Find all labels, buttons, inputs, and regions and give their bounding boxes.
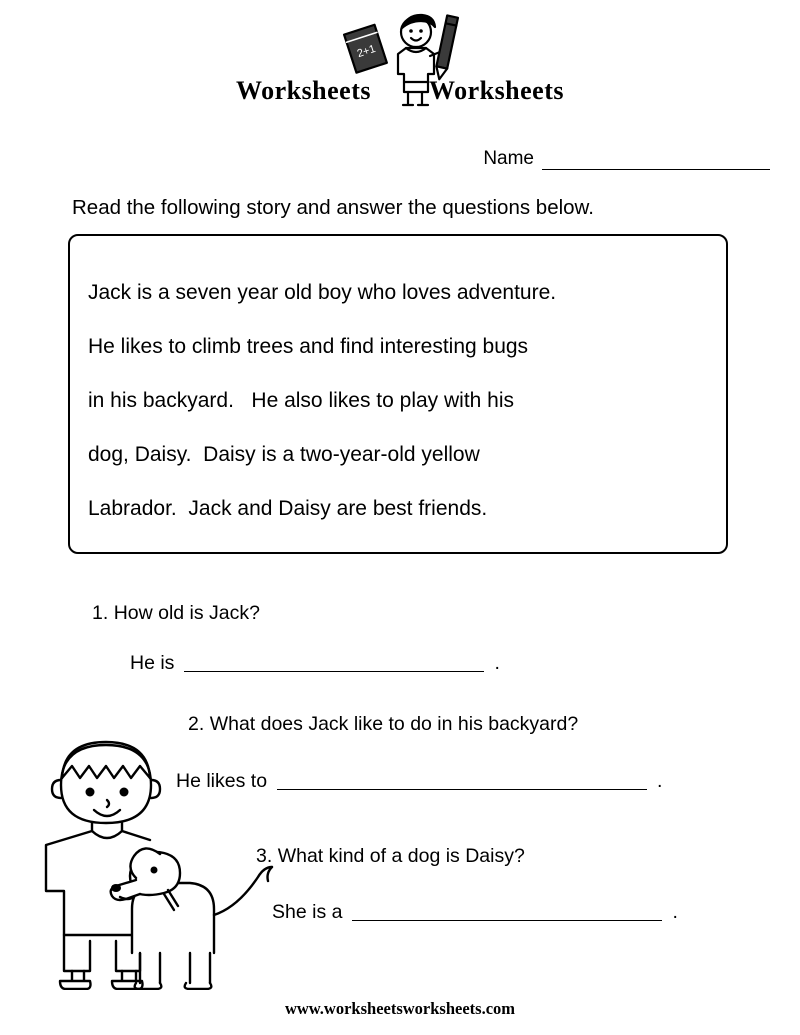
- story-line: Labrador. Jack and Daisy are best friends.: [88, 497, 488, 520]
- boy-and-dog-illustration: [28, 730, 298, 990]
- answer-2-prefix: He likes to: [176, 770, 268, 792]
- story-box: [68, 234, 728, 554]
- question-2-text: What does Jack like to do in his backyard?: [209, 713, 579, 735]
- answer-3-blank[interactable]: [352, 902, 662, 921]
- answer-1-prefix: He is: [130, 652, 175, 674]
- question-2-number: 2.: [188, 713, 205, 735]
- question-1-text: How old is Jack?: [113, 602, 260, 624]
- story-line: Jack is a seven year old boy who loves adventure.: [88, 281, 557, 304]
- answer-row-1: [130, 652, 500, 675]
- answer-1-blank[interactable]: [184, 653, 484, 672]
- logo-word-left: Worksheets: [236, 76, 371, 105]
- answer-1-suffix: .: [494, 652, 500, 674]
- question-3-number: 3.: [256, 845, 273, 867]
- story-text: [70, 236, 726, 536]
- story-line: dog, Daisy. Daisy is a two-year-old yellow: [88, 443, 480, 466]
- site-logo: [190, 10, 610, 120]
- logo-wordmark: [190, 76, 610, 106]
- name-input-blank[interactable]: [542, 149, 770, 170]
- answer-2-blank[interactable]: [277, 771, 647, 790]
- story-line: He likes to climb trees and find interesting bugs: [88, 335, 529, 358]
- answer-2-suffix: .: [657, 770, 663, 792]
- name-field: [483, 148, 770, 170]
- question-3-text: What kind of a dog is Daisy?: [277, 845, 525, 867]
- svg-text:2+1: 2+1: [355, 42, 378, 61]
- instruction-text: Read the following story and answer the questions below.: [72, 196, 594, 219]
- name-label: Name: [483, 148, 534, 169]
- logo-word-right: Worksheets: [429, 76, 564, 105]
- page-header: [0, 10, 800, 120]
- story-line: in his backyard. He also likes to play with his: [88, 389, 515, 412]
- question-1-number: 1.: [92, 602, 109, 624]
- answer-row-3: [272, 901, 678, 924]
- answer-3-prefix: She is a: [272, 901, 343, 923]
- answer-3-suffix: .: [672, 901, 678, 923]
- question-1: [92, 602, 260, 625]
- footer-url: www.worksheetsworksheets.com: [284, 999, 516, 1018]
